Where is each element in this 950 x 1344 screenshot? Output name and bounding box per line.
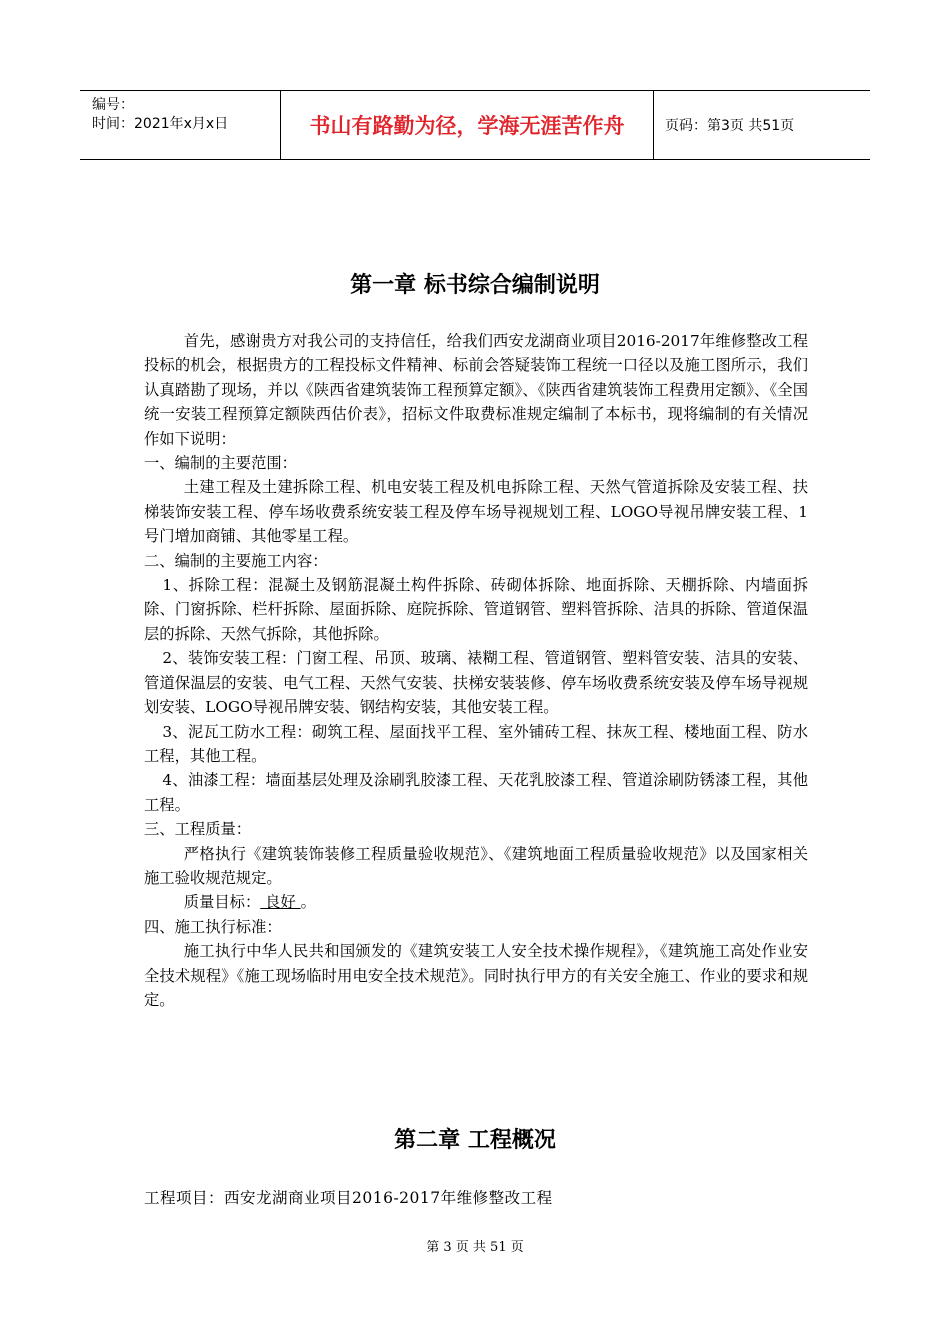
section1-text: 土建工程及土建拆除工程、机电安装工程及机电拆除工程、天然气管道拆除及安装工程、扶梯装饰安装工程、停车场收费系统安装工程及停车场导视规划工程、LOGO导视吊牌安装工程、1号门增加商铺、其他零星工程。: [144, 478, 808, 546]
section2-item-4: 4、油漆工程：墙面基层处理及涂刷乳胶漆工程、天花乳胶漆工程、管道涂刷防锈漆工程，其他工程。: [144, 771, 808, 814]
chapter1-body: [144, 329, 808, 1012]
chapter1-title: 第一章 标书综合编制说明: [350, 273, 600, 298]
section2-item-2: 2、装饰安装工程：门窗工程、吊顶、玻璃、裱糊工程、管道钢管、塑料管安装、洁具的安装、管道保温层的安装、电气工程、天然气安装、扶梯安装装修、停车场收费系统安装及停车场导视规划安装、LOGO导视吊牌安装、钢结构安装，其他安装工程。: [144, 649, 808, 717]
page-footer: 第 3 页 共 51 页: [426, 1240, 524, 1255]
time-label: 时间：2021年x月x日: [92, 116, 229, 132]
header-meta-cell: [80, 91, 281, 159]
section2-heading: 二、编制的主要施工内容：: [144, 551, 328, 570]
chapter2-title: 第二章 工程概况: [394, 1128, 556, 1153]
header-motto: 书山有路勤为径，学海无涯苦作舟: [281, 91, 654, 159]
section2-item-3: 3、泥瓦工防水工程：砌筑工程、屋面找平工程、室外铺砖工程、抹灰工程、楼地面工程、防水工程，其他工程。: [144, 722, 808, 765]
section3-heading: 三、工程质量：: [144, 820, 252, 839]
number-label: 编号：: [92, 97, 134, 113]
section3-text: 严格执行《建筑装饰装修工程质量验收规范》、《建筑地面工程质量验收规范》以及国家相关施工验收规范规定。: [144, 844, 808, 887]
section1-heading: 一、编制的主要范围：: [144, 454, 297, 473]
section4-text: 施工执行中华人民共和国颁发的《建筑安装工人安全技术操作规程》，《建筑施工高处作业安全技术规程》《施工现场临时用电安全技术规范》。同时执行甲方的有关安全施工、作业的要求和规定。: [144, 942, 808, 1009]
quality-goal-label: 质量目标：: [183, 893, 261, 912]
section2-item-1: 1、拆除工程：混凝土及钢筋混凝土构件拆除、砖砌体拆除、地面拆除、天棚拆除、内墙面拆除、门窗拆除、栏杆拆除、屋面拆除、庭院拆除、管道钢管、塑料管拆除、洁具的拆除、管道保温层的拆除、天然气拆除，其他拆除。: [144, 576, 808, 643]
page-header-table: [80, 90, 870, 160]
intro-paragraph: 首先，感谢贵方对我公司的支持信任，给我们西安龙湖商业项目2016-2017年维修整改工程投标的机会，根据贵方的工程投标文件精神、标前会答疑装饰工程统一口径以及施工图所示，我们认真踏勘了现场，并以《陕西省建筑装饰工程预算定额》、《陕西省建筑装饰工程费用定额》、《全国统一安装工程预算定额陕西估价表》，招标文件取费标准规定编制了本标书，现将编制的有关情况作如下说明：: [144, 332, 808, 448]
header-page-info: 页码：第3页 共51页: [665, 118, 795, 134]
project-line: 工程项目：西安龙湖商业项目2016-2017年维修整改工程: [144, 1189, 553, 1207]
quality-goal-end: 。: [300, 893, 316, 912]
quality-goal-value: 良好: [260, 893, 301, 912]
quality-goal: [144, 890, 808, 914]
section4-heading: 四、施工执行标准：: [144, 917, 282, 936]
